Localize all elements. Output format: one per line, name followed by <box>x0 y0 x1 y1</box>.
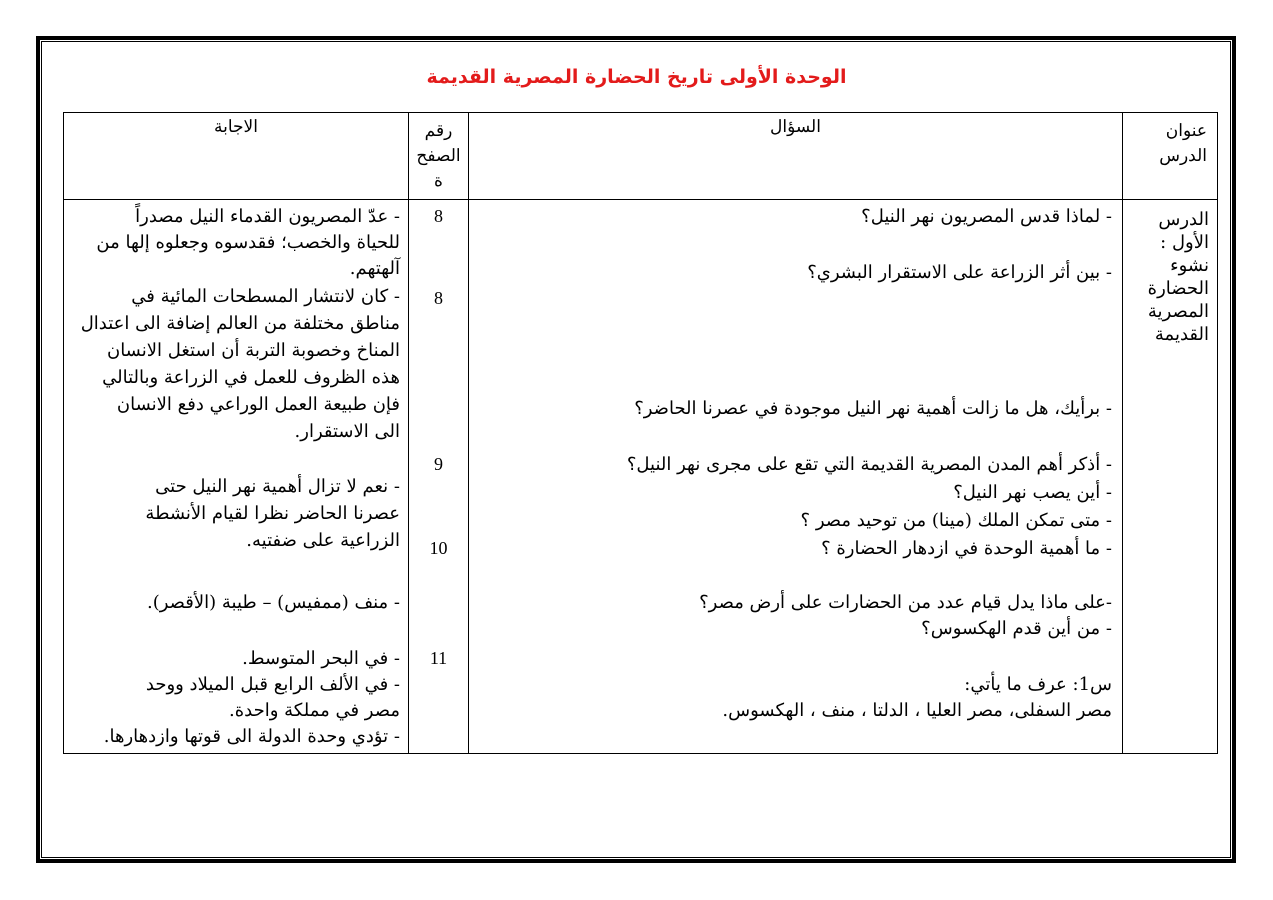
answer-line: فإن طبيعة العمل الوراعي دفع الانسان <box>116 394 400 415</box>
unit-title: الوحدة الأولى تاريخ الحضارة المصرية القديمة <box>426 66 847 88</box>
questions-cell <box>469 200 1123 754</box>
question-item: س1: عرف ما يأتي: <box>964 674 1112 695</box>
header-page-line1: رقم <box>424 121 453 141</box>
answer-line: - تؤدي وحدة الدولة الى قوتها وازدهارها. <box>103 726 400 747</box>
page-number: 8 <box>434 206 443 226</box>
answer-line: - منف (ممفيس) – طيبة (الأقصر). <box>147 592 400 613</box>
question-item: مصر السفلى، مصر العليا ، الدلتا ، منف ، الهكسوس. <box>722 700 1112 721</box>
answer-line: آلهتهم. <box>349 258 400 279</box>
question-item: - لماذا قدس المصريون نهر النيل؟ <box>861 206 1112 227</box>
answer-line: مناطق مختلفة من العالم إضافة الى اعتدال <box>80 313 400 334</box>
answer-line: الزراعية على ضفتيه. <box>246 530 400 551</box>
header-answer: الاجابة <box>64 113 409 200</box>
answer-line: مصر في مملكة واحدة. <box>229 700 400 721</box>
header-lesson-line2: الدرس <box>1159 146 1207 166</box>
lesson-line: الأول : <box>1160 232 1209 253</box>
answers-cell <box>64 200 409 754</box>
question-item: -على ماذا يدل قيام عدد من الحضارات على أرض مصر؟ <box>699 592 1112 613</box>
header-page-line2: الصفح <box>416 146 461 166</box>
question-item: - أين يصب نهر النيل؟ <box>953 482 1112 503</box>
answer-line: للحياة والخصب؛ فقدسوه وجعلوه إلها من <box>96 232 400 253</box>
page-numbers-cell <box>409 200 469 754</box>
page-number: 9 <box>434 454 443 474</box>
answer-line: - نعم لا تزال أهمية نهر النيل حتى <box>155 476 400 497</box>
question-item: - متى تمكن الملك (مينا) من توحيد مصر ؟ <box>800 510 1112 531</box>
answer-line: - في الألف الرابع قبل الميلاد ووحد <box>145 674 400 695</box>
page-number: 10 <box>429 538 448 558</box>
answer-line: عصرنا الحاضر نظرا لقيام الأنشطة <box>145 503 400 524</box>
header-page-number <box>409 113 469 200</box>
lesson-line: نشوء <box>1170 255 1209 276</box>
questions-table <box>63 112 1218 754</box>
lesson-title-cell <box>1123 200 1218 754</box>
question-item: - ما أهمية الوحدة في ازدهار الحضارة ؟ <box>821 538 1112 559</box>
answer-line: - عدّ المصريون القدماء النيل مصدراً <box>135 206 400 227</box>
answer-line: - في البحر المتوسط. <box>242 648 400 669</box>
answer-line: هذه الظروف للعمل في الزراعة وبالتالي <box>102 367 400 388</box>
header-question: السؤال <box>469 113 1123 200</box>
header-page-line3: ة <box>434 171 443 191</box>
question-item: - برأيك، هل ما زالت أهمية نهر النيل موجودة في عصرنا الحاضر؟ <box>634 398 1112 419</box>
page-number: 11 <box>429 648 448 668</box>
answer-line: الى الاستقرار. <box>294 421 400 442</box>
lesson-line: المصرية <box>1147 301 1209 322</box>
header-lesson-line1: عنوان <box>1165 121 1207 141</box>
question-item: - أذكر أهم المدن المصرية القديمة التي تقع على مجرى نهر النيل؟ <box>626 454 1112 475</box>
answer-line: - كان لانتشار المسطحات المائية في <box>131 286 400 307</box>
table-body-row <box>64 200 1218 754</box>
page-number: 8 <box>434 288 443 308</box>
lesson-line: الحضارة <box>1147 278 1209 299</box>
table-header-row <box>64 113 1218 200</box>
answer-line: المناخ وخصوبة التربة أن استغل الانسان <box>106 340 400 361</box>
lesson-line: القديمة <box>1154 324 1209 345</box>
question-item: - بين أثر الزراعة على الاستقرار البشري؟ <box>807 262 1112 283</box>
question-item: - من أين قدم الهكسوس؟ <box>921 618 1112 639</box>
lesson-line: الدرس <box>1158 209 1209 230</box>
header-lesson-title <box>1123 113 1218 200</box>
